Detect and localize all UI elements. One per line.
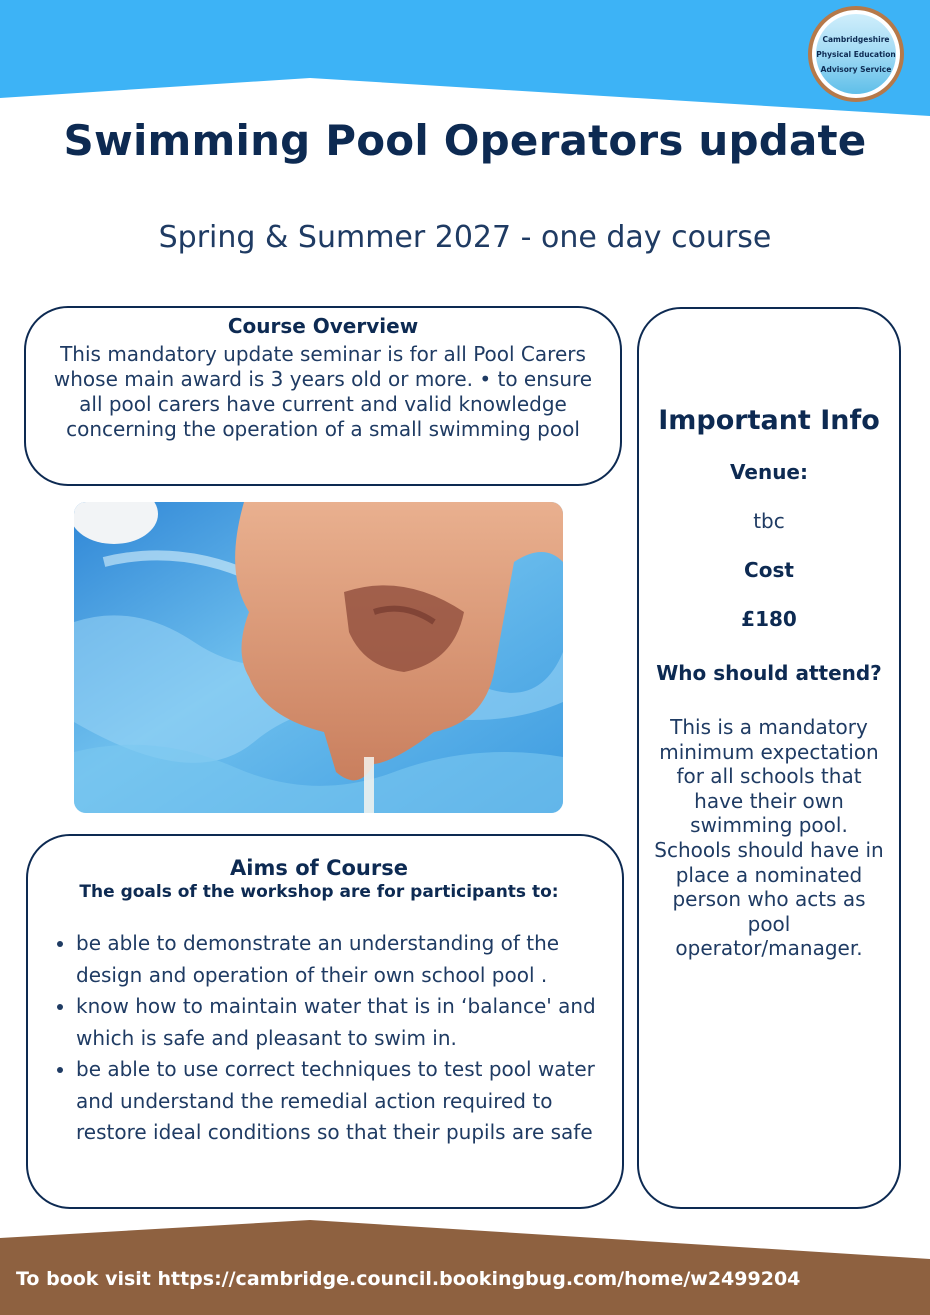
hand-in-water-illustration [74,502,563,813]
top-header-band [0,0,930,120]
aims-list-item: • know how to maintain water that is in ‘balance' and which is safe and pleasant to swim in. [76,991,596,1054]
cost-value: £180 [741,607,797,631]
aims-heading: Aims of Course [230,856,408,880]
important-info-box [637,307,901,1209]
course-overview-box [24,306,622,486]
page-subtitle: Spring & Summer 2027 - one day course [158,220,772,255]
course-overview-heading: Course Overview [227,314,419,338]
booking-link[interactable]: To book visit https://cambridge.council.bookingbug.com/home/w2499204 [16,1268,801,1290]
logo-badge [816,14,896,94]
aims-list-item: • be able to demonstrate an understanding of the design and operation of their own school pool . [76,928,596,991]
important-info-heading: Important Info [658,405,880,436]
who-should-attend-text: This is a mandatory minimum expectation for all schools that have their own swimming pool. Schools should have in place a nominated person who acts as pool operator/manager. [654,715,884,961]
aims-of-course-box [26,834,624,1209]
aims-list-item: • be able to use correct techniques to test pool water and understand the remedial action required to restore ideal conditions so that their pupils are safe [76,1054,596,1149]
venue-value: tbc [753,509,785,533]
logo-line-1: Cambridgeshire [822,34,890,44]
venue-label: Venue: [730,460,808,484]
logo-line-3: Advisory Service [820,64,892,74]
course-overview-text: This mandatory update seminar is for all Pool Carers whose main award is 3 years old or more. • to ensure all pool carers have current and valid knowledge concerning the operation of a small swimming pool [53,342,593,441]
who-should-attend-label: Who should attend? [656,661,882,685]
cpeas-logo [808,6,904,102]
logo-line-2: Physical Education [816,49,896,59]
aims-subheading: The goals of the workshop are for participants to: [79,882,559,902]
page-title: Swimming Pool Operators update [63,116,867,165]
pool-water-test-photo [74,502,563,813]
cost-label: Cost [744,558,794,582]
aims-list [42,928,596,1149]
bottom-footer-band [0,1218,930,1315]
